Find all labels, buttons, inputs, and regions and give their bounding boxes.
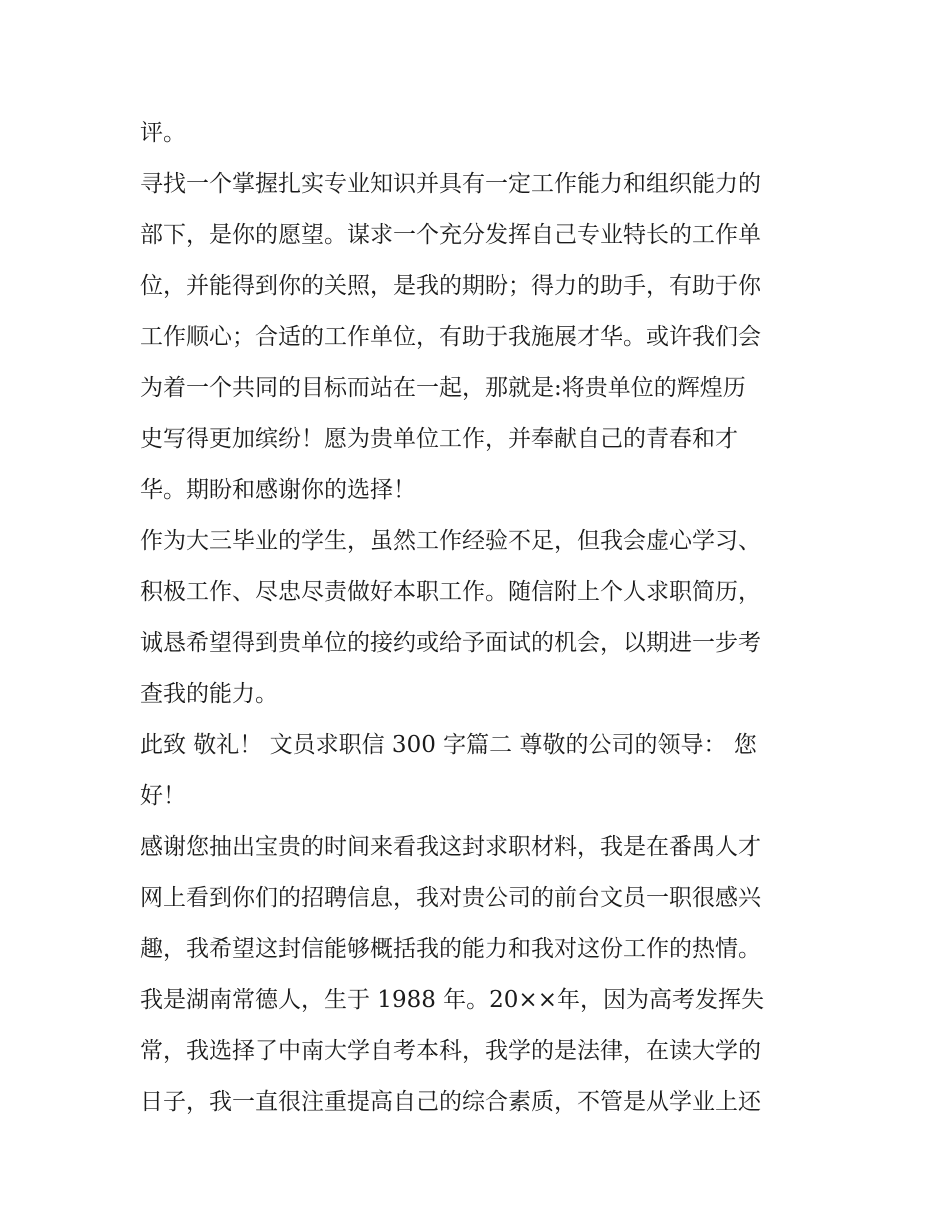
body-text <box>140 108 820 1128</box>
text-line: 此致 敬礼！ 文员求职信 300 字篇二 尊敬的公司的领导： 您 <box>140 732 757 758</box>
text-line: 网上看到你们的招聘信息，我对贵公司的前台文员一职很感兴 <box>140 885 761 911</box>
text-line: 为着一个共同的目标而站在一起，那就是:将贵单位的辉煌历 <box>140 375 746 401</box>
text-line: 感谢您抽出宝贵的时间来看我这封求职材料，我是在番禺人才 <box>140 834 761 860</box>
text-line: 史写得更加缤纷！愿为贵单位工作，并奉献自己的青春和才 <box>140 426 738 452</box>
text-line: 常，我选择了中南大学自考本科，我学的是法律，在读大学的 <box>140 1038 761 1064</box>
text-line: 作为大三毕业的学生，虽然工作经验不足，但我会虚心学习、 <box>140 528 761 554</box>
text-line: 寻找一个掌握扎实专业知识并具有一定工作能力和组织能力的 <box>140 171 761 197</box>
text-line: 查我的能力。 <box>140 681 278 707</box>
text-line: 好！ <box>140 783 186 809</box>
text-line: 诚恳希望得到贵单位的接约或给予面试的机会，以期进一步考 <box>140 630 761 656</box>
text-line: 部下，是你的愿望。谋求一个充分发挥自己专业特长的工作单 <box>140 222 761 248</box>
text-line: 评。 <box>140 120 186 146</box>
text-line: 我是湖南常德人，生于 1988 年。20××年，因为高考发挥失 <box>140 987 764 1013</box>
text-line: 位，并能得到你的关照，是我的期盼；得力的助手，有助于你 <box>140 273 761 299</box>
text-line: 趣，我希望这封信能够概括我的能力和我对这份工作的热情。 <box>140 936 761 962</box>
text-line: 工作顺心；合适的工作单位，有助于我施展才华。或许我们会 <box>140 324 761 350</box>
text-line: 华。期盼和感谢你的选择！ <box>140 477 416 503</box>
text-line: 积极工作、尽忠尽责做好本职工作。随信附上个人求职简历， <box>140 579 761 605</box>
text-line: 日子，我一直很注重提高自己的综合素质，不管是从学业上还 <box>140 1089 761 1115</box>
